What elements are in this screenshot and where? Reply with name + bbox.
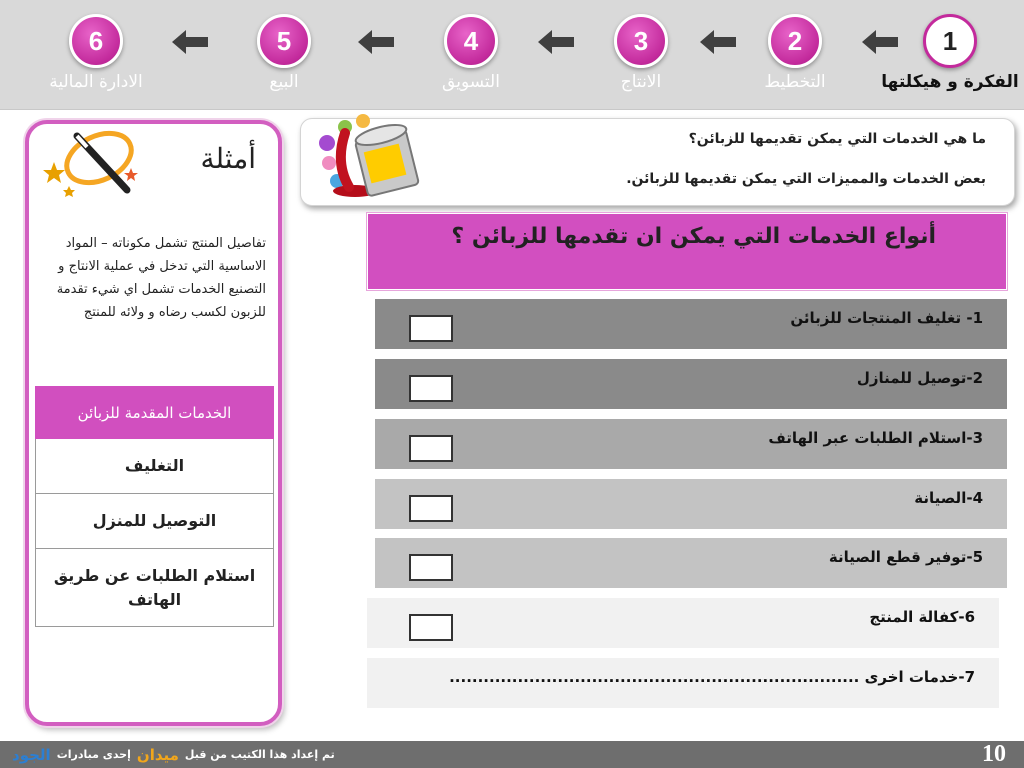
arrow-left-icon <box>172 30 208 54</box>
sidebar-description: تفاصيل المنتج تشمل مكوناته – المواد الاساسية التي تدخل في عملية الانتاج و التصنيع الخدمات تشمل اي شيء تقدمة للزبون لكسب رضاه و ولائه للمنتج <box>56 236 266 320</box>
step-label: التخطيط <box>764 72 826 92</box>
step-number-badge: 2 <box>768 14 822 68</box>
service-label: 2-توصيل للمنازل <box>856 369 983 387</box>
question-line-2: بعض الخدمات والمميزات التي يمكن تقديمها للزبائن. <box>626 171 986 187</box>
table-row: التغليف <box>36 439 274 494</box>
list-item <box>367 658 999 708</box>
list-item <box>367 598 999 648</box>
question-box <box>300 118 1015 206</box>
page-number: 10 <box>982 741 1006 767</box>
step-3-production[interactable] <box>566 14 716 104</box>
step-number-badge: 5 <box>257 14 311 68</box>
step-label: الفكرة و هيكلتها <box>881 72 1019 92</box>
step-6-finance[interactable] <box>21 14 171 104</box>
step-number-badge: 6 <box>69 14 123 68</box>
step-number-badge: 3 <box>614 14 668 68</box>
question-line-1: ما هي الخدمات التي يمكن تقديمها للزبائن؟ <box>688 131 986 147</box>
heading-text: أنواع الخدمات التي يمكن ان تقدمها للزبائن ؟ <box>451 224 936 249</box>
examples-sidebar <box>25 120 282 726</box>
service-label: 3-استلام الطلبات عبر الهاتف <box>768 429 983 447</box>
paint-bucket-icon <box>315 113 425 201</box>
service-label: 7-خدمات اخرى ........................................................................ <box>449 668 975 686</box>
step-1-idea[interactable] <box>875 14 1024 104</box>
credit-text: تم إعداد هذا الكتيب من قبل <box>184 748 335 761</box>
partner-logo: الجود <box>12 745 51 764</box>
list-item <box>375 299 1007 349</box>
table-header: الخدمات المقدمة للزبائن <box>36 387 274 439</box>
credit-line <box>12 741 335 768</box>
magic-wand-icon <box>39 128 149 198</box>
arrow-left-icon <box>358 30 394 54</box>
step-label: الادارة المالية <box>49 72 143 92</box>
step-label: الانتاج <box>620 72 662 92</box>
services-table <box>35 386 274 627</box>
service-label: 5-توفير قطع الصيانة <box>828 548 983 566</box>
service-checkbox[interactable] <box>409 554 453 581</box>
step-2-planning[interactable] <box>720 14 870 104</box>
service-checkbox[interactable] <box>409 315 453 342</box>
sidebar-title: أمثلة <box>200 142 256 175</box>
service-checkbox[interactable] <box>409 435 453 462</box>
footer-bar <box>0 741 1024 768</box>
list-item <box>375 419 1007 469</box>
step-5-sales[interactable] <box>209 14 359 104</box>
service-label: 4-الصيانة <box>914 489 983 507</box>
table-row: التوصيل للمنزل <box>36 494 274 549</box>
list-item <box>375 359 1007 409</box>
table-row: استلام الطلبات عن طريق الهاتف <box>36 549 274 627</box>
service-label: 6-كفالة المنتج <box>869 608 975 626</box>
step-number-badge: 4 <box>444 14 498 68</box>
services-heading <box>367 213 1007 290</box>
list-item <box>375 479 1007 529</box>
step-4-marketing[interactable] <box>396 14 546 104</box>
service-checkbox[interactable] <box>409 495 453 522</box>
list-item <box>375 538 1007 588</box>
brand-logo: ميدان <box>136 745 179 764</box>
service-checkbox[interactable] <box>409 614 453 641</box>
service-checkbox[interactable] <box>409 375 453 402</box>
step-label: البيع <box>269 72 299 92</box>
step-label: التسويق <box>442 72 500 92</box>
step-number-badge: 1 <box>923 14 977 68</box>
initiative-text: إحدى مبادرات <box>56 748 131 761</box>
service-label: 1- تغليف المنتجات للزبائن <box>790 309 983 327</box>
step-navigation-bar <box>0 0 1024 110</box>
